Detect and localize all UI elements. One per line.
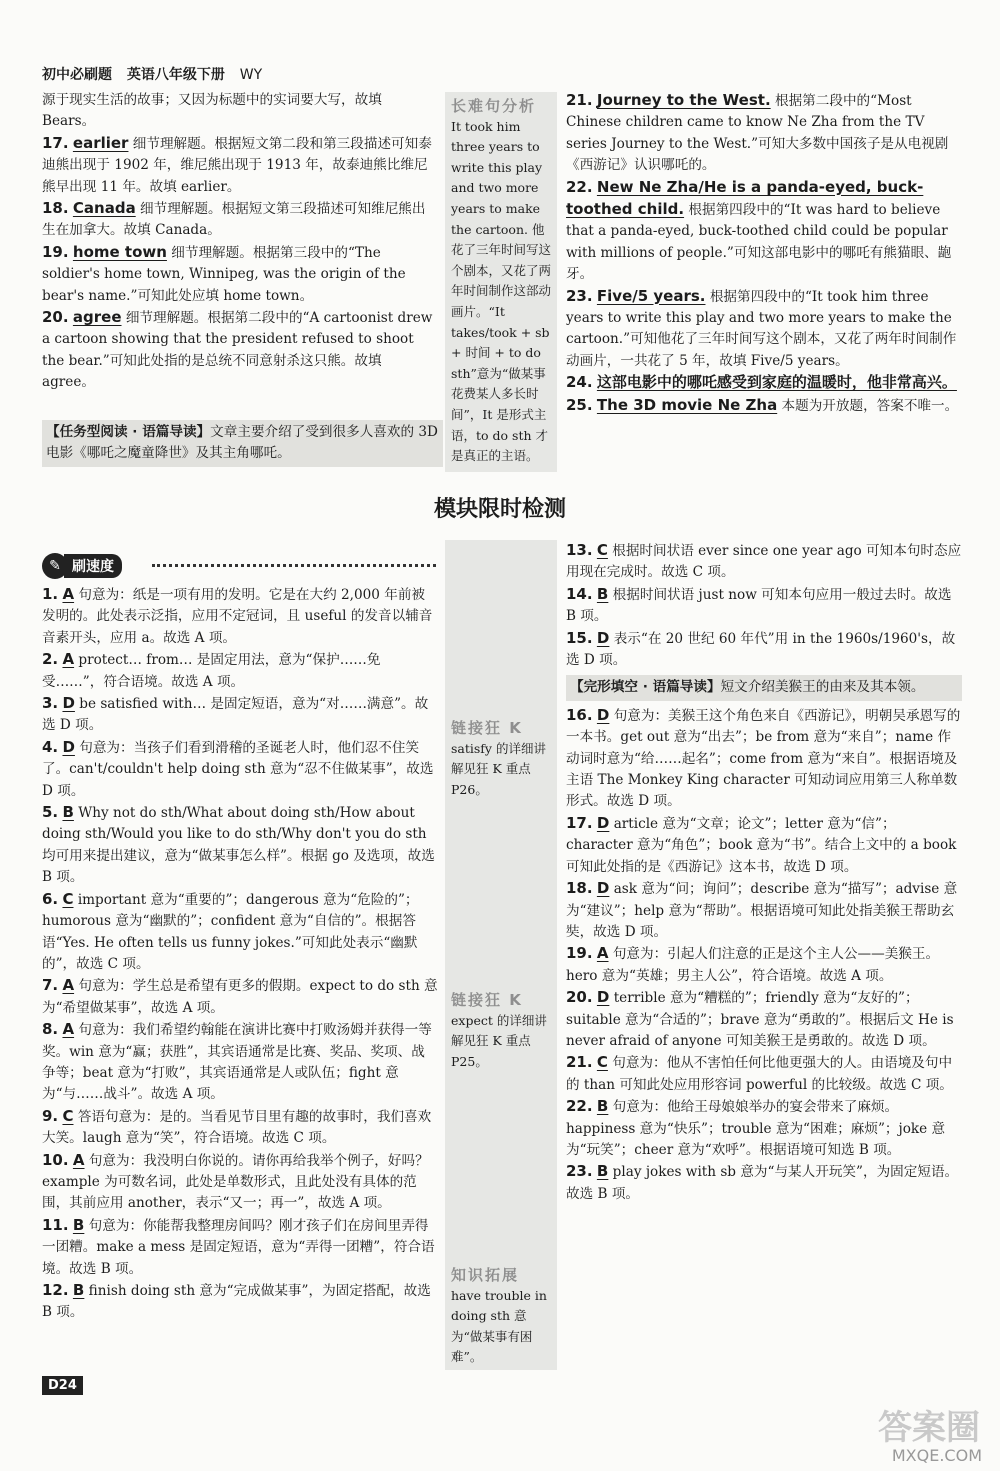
answer-item: [566, 177, 962, 286]
answer-key: A: [62, 585, 75, 603]
answer-item: [42, 90, 437, 133]
answers-column-bottom-left: [42, 584, 438, 1324]
subject-title: 英语八年级下册: [126, 67, 225, 83]
explanation-text: Why not do sth/What about doing sth/How about doing sth/Would you like to do sth/Why don't you do sth 均可用来提出建议，意为“做某事怎么样”。根据 go 及选项，故选 B 项。: [42, 805, 435, 886]
answer-key: Canada: [72, 199, 136, 218]
answer-key: B: [596, 1097, 609, 1116]
page-header: [42, 64, 272, 84]
question-number: 22.: [566, 177, 593, 196]
answer-item: [566, 705, 962, 813]
explanation-text: 句意为：纸是一项有用的发明。它是在大约 2,000 年前被发明的。此处表示泛指，应用不定冠词，且 useful 的发音以辅音音素开头，应用 a。故选 A 项。: [42, 587, 433, 646]
answer-item: [566, 1052, 962, 1096]
edition-code: WY: [239, 67, 263, 83]
answer-item: [42, 889, 438, 976]
page-number: D24: [42, 1376, 83, 1395]
explanation-text: 句意为：当孩子们看到滑稽的圣诞老人时，他们忍不住笑了。can't/couldn't help doing sth 意为“忍不住做某事”，故选 D 项。: [42, 739, 434, 799]
answer-item: [42, 1215, 438, 1280]
cloze-guide-text: 短文介绍美猴王的由来及其本领。: [720, 679, 925, 696]
answer-item: [566, 1096, 962, 1161]
book-title: 初中必刷题: [42, 67, 112, 83]
answer-item: [42, 693, 438, 737]
sidebar-long-sentence: [445, 92, 557, 472]
answer-key: agree: [72, 308, 122, 327]
sidebar-title: 链接狂 K: [451, 991, 523, 1009]
sidebar-text: It took him three years to write this play and two more years to make the cartoon. 他花了三年时间写这个剧本，又花了两年时间制作这部动画片。“It takes/took + sb + 时间 + to do sth”意为“做某事花费某人多长时间”，It 是形式主语，to do sth 才是真正的主语。: [451, 118, 552, 464]
answer-key: B: [62, 803, 74, 822]
answer-item: [42, 133, 437, 198]
question-number: 3.: [42, 694, 59, 713]
answer-item: [566, 1161, 962, 1205]
explanation-text: 表示“在 20 世纪 60 年代”用 in the 1960s/1960's，故选 D 项。: [566, 630, 956, 669]
answer-item: [566, 813, 962, 878]
answers-16-23: [566, 705, 962, 1205]
answer-item: [566, 878, 962, 943]
answer-key: D: [596, 879, 610, 898]
answer-key: B: [596, 1162, 609, 1181]
answer-key: D: [596, 628, 610, 647]
sidebar-knowledge: [451, 1265, 551, 1368]
answer-key: Five/5 years.: [596, 286, 706, 305]
answer-key: A: [596, 944, 609, 963]
question-number: 9.: [42, 1106, 59, 1125]
reading-guide-text: 文章主要介绍了受到很多人喜欢的 3D 电影《哪吒之魔童降世》及其主角哪吒。: [46, 424, 438, 462]
question-number: 17.: [566, 813, 593, 832]
question-number: 4.: [42, 737, 59, 756]
explanation-text: 本题为开放题，答案不唯一。: [781, 397, 959, 414]
answer-key: A: [72, 1150, 85, 1169]
explanation-text: 根据第二段中的“Most Chinese children came to know Ne Zha from the TV series Journey to the West.”可知大多数中国孩子是从电视剧《西游记》认识哪吒的。: [566, 93, 949, 174]
explanation-text: 细节理解题。根据短文第二段和第三段描述可知泰迪熊出现于 1902 年，维尼熊出现于 1913 年，故泰迪熊比维尼熊早出现 11 年。故填 earlier。: [42, 135, 432, 195]
explanation-text: 细节理解题。根据短文第三段描述可知维尼熊出生在加拿大。故填 Canada。: [42, 201, 426, 239]
reading-guide: [42, 420, 443, 467]
answer-key: home town: [72, 242, 167, 261]
sidebar-title: 长难句分析: [451, 97, 537, 115]
answer-item: [566, 90, 962, 177]
badge-label: 刷速度: [64, 554, 122, 578]
answer-item: [42, 975, 438, 1019]
answer-key: New Ne Zha/He is a panda-eyed, buck-toothed child.: [566, 177, 924, 219]
question-number: 20.: [42, 308, 69, 327]
answer-item: [42, 1106, 438, 1150]
explanation-text: 句意为：引起人们注意的正是这个主人公——美猴王。hero 意为“英雄；男主人公”，符合语境。故选 A 项。: [566, 946, 940, 984]
answer-key: B: [596, 584, 609, 603]
cloze-guide: [566, 675, 962, 700]
explanation-text: 根据第四段中的“It was hard to believe that a panda-eyed, buck-toothed child could be popular with millions of people.”可知这部电影中的哪吒有熊猫眼、龅牙。: [566, 202, 952, 283]
explanation-text: 细节理解题。根据第二段中的“A cartoonist drew a cartoon showing that the president refused to shoot the bear.”可知此处指的是总统不同意射杀这只熊。故填 agree。: [42, 310, 433, 391]
sidebar-text: have trouble in doing sth 意为“做某事有困难”。: [451, 1287, 547, 1365]
question-number: 14.: [566, 584, 593, 603]
answers-13-15: [566, 540, 962, 671]
question-number: 23.: [566, 1162, 593, 1181]
answer-key: 这部电影中的哪吒感受到家庭的温暖时，他非常高兴。: [596, 373, 957, 392]
answer-key: B: [72, 1281, 85, 1299]
explanation-text: 句意为：我没明白你说的。请你再给我举个例子，好吗？example 为可数名词，此处是单数形式，且此处没有具体的范围，其前应用 another，表示“又一；再一”，故选 A 项。: [42, 1152, 429, 1212]
sidebar-link-expect: [451, 990, 551, 1072]
answer-key: C: [62, 1106, 74, 1125]
explanation-text: article 意为“文章；论文”；letter 意为“信”；character 意为“角色”；book 意为“书”。结合上文中的 a book 可知此处指的是《西游记》这本书，故选 D 项。: [566, 815, 957, 875]
question-number: 18.: [566, 879, 593, 898]
answer-item: [42, 649, 438, 693]
answer-key: D: [596, 705, 610, 724]
sidebar-link-satisfy: [451, 718, 551, 800]
answer-key: D: [596, 813, 610, 832]
sidebar-title: 链接狂 K: [451, 719, 523, 737]
question-number: 17.: [42, 133, 69, 152]
question-number: 5.: [42, 803, 59, 822]
cloze-guide-label: 【完形填空 · 语篇导读】: [570, 679, 721, 696]
answer-item: [42, 307, 437, 394]
sidebar-title: 知识拓展: [451, 1266, 520, 1284]
answers-column-top-left: [42, 90, 437, 394]
explanation-text: 源于现实生活的故事；又因为标题中的实词要大写，故填 Bears。: [42, 92, 382, 130]
explanation-text: 根据时间状语 ever since one year ago 可知本句时态应用现在完成时。故选 C 项。: [566, 543, 962, 581]
answer-key: C: [62, 889, 74, 908]
question-number: 13.: [566, 541, 593, 559]
answer-key: A: [62, 650, 75, 669]
answer-item: [42, 1019, 438, 1106]
explanation-text: 根据第四段中的“It took him three years to write this play and two more years to make the cartoon.”可知他花了三年时间写这个剧本，又花了两年时间制作动画片，一共花了 5 年，故填 Five/5 years。: [566, 288, 957, 369]
answer-key: D: [596, 988, 610, 1007]
answer-item: [42, 198, 437, 242]
answer-key: A: [62, 976, 75, 995]
speed-badge: [42, 553, 122, 579]
question-number: 22.: [566, 1097, 593, 1116]
question-number: 10.: [42, 1150, 69, 1169]
answer-item: [566, 943, 962, 987]
answer-key: C: [596, 1053, 608, 1072]
hand-icon: ✎: [42, 553, 68, 579]
explanation-text: finish doing sth 意为“完成做某事”，为固定搭配，故选 B 项。: [42, 1283, 431, 1321]
answer-item: [42, 1150, 438, 1215]
explanation-text: 答语句意为：是的。当看见节目里有趣的故事时，我们喜欢大笑。laugh 意为“笑”，符合语境。故选 C 项。: [42, 1108, 432, 1147]
question-number: 20.: [566, 988, 593, 1007]
answer-key: Journey to the West.: [596, 91, 771, 109]
question-number: 23.: [566, 286, 593, 305]
watermark-text: MXQE.COM: [891, 1446, 982, 1465]
question-number: 24.: [566, 373, 593, 392]
section-title: 模块限时检测: [433, 497, 566, 522]
question-number: 21.: [566, 91, 593, 109]
question-number: 19.: [566, 944, 593, 963]
explanation-text: terrible 意为“糟糕的”；friendly 意为“友好的”；suitable 意为“合适的”；brave 意为“勇敢的”。根据后文 He is never afraid of anyone 可知美猴王是勇敢的。故选 D 项。: [566, 990, 954, 1049]
answer-item: [566, 540, 962, 584]
question-number: 8.: [42, 1020, 59, 1039]
answer-key: The 3D movie Ne Zha: [596, 395, 778, 414]
question-number: 25.: [566, 395, 593, 414]
explanation-text: 句意为：美猴王这个角色来自《西游记》，明朝吴承恩写的一本书。get out 意为“出去”；be from 意为“来自”；name 作动词时意为“给……起名”；come from 意为“来自”。根据语境及主语 The Monkey King character 可知动词应用第三人称单数形式。故选 D 项。: [566, 707, 961, 810]
answer-item: [566, 987, 962, 1052]
explanation-text: 根据时间状语 just now 可知本句应用一般过去时。故选 B 项。: [566, 586, 952, 625]
explanation-text: play jokes with sb 意为“与某人开玩笑”，为固定短语。故选 B 项。: [566, 1164, 959, 1202]
question-number: 1.: [42, 585, 59, 603]
question-number: 11.: [42, 1215, 69, 1234]
answer-key: C: [596, 541, 608, 559]
explanation-text: 句意为：你能帮我整理房间吗？刚才孩子们在房间里弄得一团糟。make a mess 是固定短语，意为“弄得一团糟”，符合语境。故选 B 项。: [42, 1217, 435, 1277]
answer-item: [566, 286, 962, 373]
question-number: 18.: [42, 199, 69, 218]
explanation-text: 句意为：学生总是希望有更多的假期。expect to do sth 意为“希望做某事”，故选 A 项。: [42, 978, 438, 1016]
answer-item: [42, 584, 438, 649]
explanation-text: 句意为：我们希望约翰能在演讲比赛中打败汤姆并获得一等奖。win 意为“赢；获胜”，其宾语通常是比赛、奖品、奖项、战争等；beat 意为“打败”，其宾语通常是人或队伍；fight 意为“与……战斗”。故选 A 项。: [42, 1022, 432, 1103]
answer-key: D: [62, 737, 75, 756]
watermark-logo: 答案圈: [878, 1408, 980, 1448]
answer-item: [566, 372, 962, 394]
answer-item: [566, 395, 962, 417]
dotted-divider: [152, 564, 436, 567]
question-number: 7.: [42, 976, 59, 995]
answers-column-top-right: [566, 90, 962, 417]
explanation-text: protect… from… 是固定用法，意为“保护……免受……”，符合语境。故选 A 项。: [42, 652, 381, 690]
explanation-text: 句意为：他给王母娘娘举办的宴会带来了麻烦。happiness 意为“快乐”；trouble 意为“困难；麻烦”；joke 意为“玩笑”；cheer 意为“欢呼”。根据语境可知选 B 项。: [566, 1099, 946, 1158]
answer-key: B: [72, 1215, 85, 1234]
question-number: 16.: [566, 705, 593, 724]
explanation-text: ask 意为“问；询问”；describe 意为“描写”；advise 意为“建议”；help 意为“帮助”。根据语境可知此处指美猴王帮助玄奘，故选 D 项。: [566, 881, 958, 940]
answer-key: A: [62, 1020, 75, 1039]
explanation-text: 细节理解题。根据第三段中的“The soldier's home town, Winnipeg, was the origin of the bear's name.”可知此处应填 home town。: [42, 244, 406, 304]
answer-key: earlier: [72, 133, 129, 152]
answer-item: [566, 628, 962, 672]
sidebar-text: satisfy 的详细讲解见狂 K 重点 P26。: [451, 740, 546, 797]
question-number: 6.: [42, 889, 59, 908]
answer-item: [42, 1280, 438, 1324]
answers-column-bottom-right: [566, 540, 962, 1205]
question-number: 15.: [566, 628, 593, 647]
sidebar-text: expect 的详细讲解见狂 K 重点 P25。: [451, 1012, 547, 1069]
answer-item: [42, 737, 438, 802]
reading-guide-label: 【任务型阅读 · 语篇导读】: [46, 424, 211, 440]
answer-item: [42, 242, 437, 307]
explanation-text: be satisfied with… 是固定短语，意为“对……满意”。故选 D 项。: [42, 696, 429, 734]
question-number: 21.: [566, 1053, 593, 1072]
question-number: 12.: [42, 1281, 69, 1299]
question-number: 19.: [42, 242, 69, 261]
answer-key: D: [62, 694, 75, 713]
sidebar-links: [445, 540, 557, 1370]
answer-item: [42, 802, 438, 889]
explanation-text: 句意为：他从不害怕任何比他更强大的人。由语境及句中的 than 可知此处应用形容词 powerful 的比较级。故选 C 项。: [566, 1055, 953, 1093]
answer-item: [566, 584, 962, 628]
explanation-text: important 意为“重要的”；dangerous 意为“危险的”；humorous 意为“幽默的”；confident 意为“自信的”。根据答语“Yes. He often tells us funny jokes.”可知此处表示“幽默的”，故选 C 项。: [42, 891, 419, 972]
question-number: 2.: [42, 650, 59, 669]
